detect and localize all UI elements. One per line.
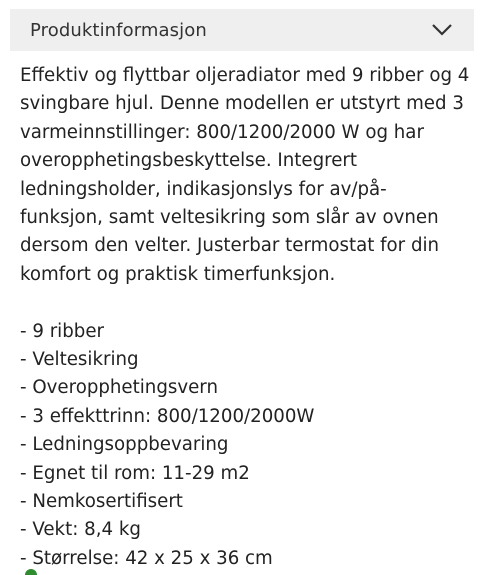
description-line: svingbare hjul. Denne modellen er utstyrt med 3 [20, 93, 464, 115]
description-line: funksjon, samt veltesikring som slår av ovnen [20, 207, 439, 229]
spec-item: - Egnet til rom: 11-29 m2 [20, 462, 250, 484]
paragraph-spacer [20, 289, 476, 317]
spec-item: - 3 effekttrinn: 800/1200/2000W [20, 405, 315, 427]
accordion-header-product-info[interactable] [10, 9, 474, 51]
spec-item: - Overopphetingsvern [20, 377, 218, 399]
spec-item: - Veltesikring [20, 349, 139, 371]
partial-green-icon [25, 569, 37, 575]
accordion-title: Produktinformasjon [30, 19, 207, 41]
description-line: varmeinnstillinger: 800/1200/2000 W og har [20, 121, 424, 143]
spec-item: - Vekt: 8,4 kg [20, 519, 141, 541]
spec-item: - 9 ribber [20, 320, 104, 342]
spec-item: - Størrelse: 42 x 25 x 36 cm [20, 547, 273, 569]
product-description [20, 62, 476, 289]
description-line: dersom den velter. Justerbar termostat for din [20, 235, 440, 257]
spec-item: - Ledningsoppbevaring [20, 434, 229, 456]
product-info-content [20, 62, 476, 573]
description-line: ledningsholder, indikasjonslys for av/på- [20, 178, 387, 200]
spec-list [20, 318, 476, 574]
description-line: Effektiv og flyttbar oljeradiator med 9 ribber og 4 [20, 65, 470, 86]
chevron-down-icon[interactable] [430, 18, 454, 42]
description-line: overopphetingsbeskyttelse. Integrert [20, 150, 358, 172]
spec-item: - Nemkosertifisert [20, 491, 183, 513]
description-line: komfort og praktisk timerfunksjon. [20, 263, 336, 285]
